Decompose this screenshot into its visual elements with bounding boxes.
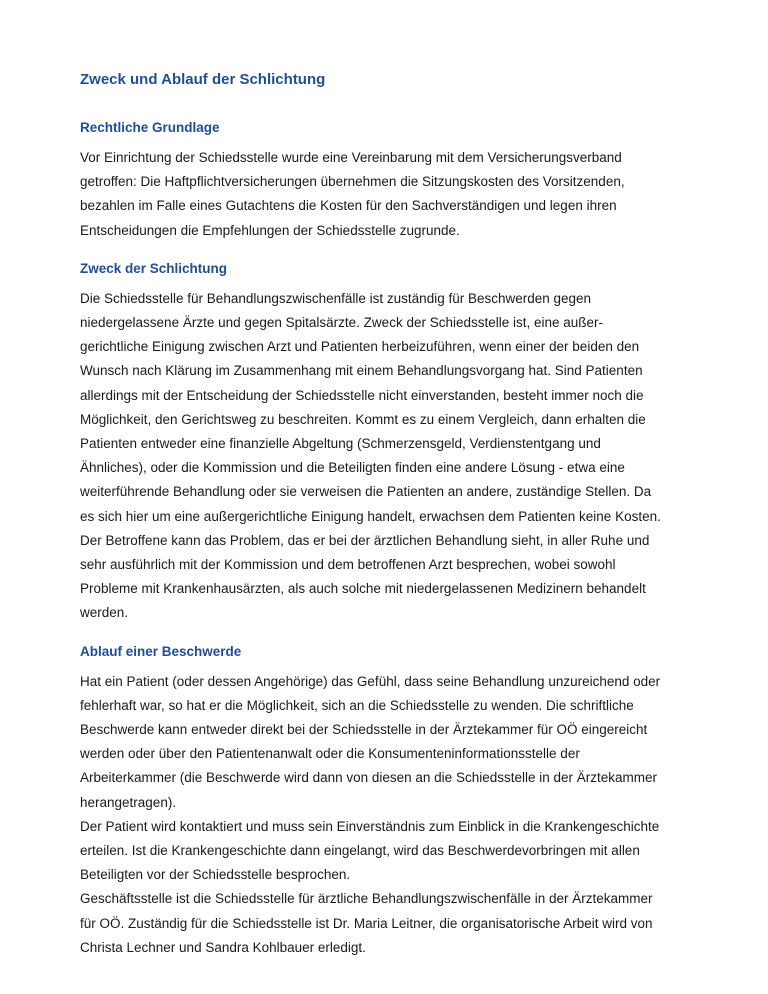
section-rechtliche-grundlage xyxy=(80,116,700,243)
text-line: Probleme mit Krankenhausärzten, als auch solche mit niedergelassenen Medizinern behandelt xyxy=(80,581,646,597)
section-heading: Rechtliche Grundlage xyxy=(80,120,220,135)
text-line: Geschäftsstelle ist die Schiedsstelle für ärztliche Behandlungszwischenfälle in der Ärztekammer xyxy=(80,891,653,907)
section-paragraph xyxy=(80,287,700,626)
text-line: getroffen: Die Haftpflichtversicherungen übernehmen die Sitzungskosten des Vorsitzenden, xyxy=(80,174,625,190)
text-line: für OÖ. Zuständig für die Schiedsstelle ist Dr. Maria Leitner, die organisatorische Arbeit wird von xyxy=(80,915,653,931)
section-heading: Zweck der Schlichtung xyxy=(80,260,228,276)
text-line: Patienten entweder eine finanzielle Abgeltung (Schmerzensgeld, Verdienstentgang und xyxy=(80,436,601,452)
text-line: Möglichkeit, den Gerichtsweg zu beschreiten. Kommt es zu einem Vergleich, dann erhalten die xyxy=(80,411,646,427)
text-line: Vor Einrichtung der Schiedsstelle wurde eine Vereinbarung mit dem Versicherungsverband xyxy=(80,150,622,165)
text-line: niedergelassene Ärzte und gegen Spitalsärzte. Zweck der Schiedsstelle ist, eine außer- xyxy=(80,315,604,331)
text-line: allerdings mit der Entscheidung der Schiedsstelle nicht einverstanden, besteht immer noch die xyxy=(80,387,644,403)
text-line: sehr ausführlich mit der Kommission und dem betroffenen Arzt besprechen, wobei sowohl xyxy=(80,557,616,573)
text-line: Arbeiterkammer (die Beschwerde wird dann von diesen an die Schiedsstelle in der Ärztekammer xyxy=(80,770,658,786)
section-ablauf-einer-beschwerde xyxy=(80,640,700,960)
text-line: werden oder über den Patientenanwalt oder die Konsumenteninformationsstelle der xyxy=(80,746,580,762)
text-line: Wunsch nach Klärung im Zusammenhang mit einem Behandlungsvorgang hat. Sind Patienten xyxy=(80,363,643,379)
text-line: weiterführende Behandlung oder sie verweisen die Patienten an andere, zuständige Stellen. Da xyxy=(80,484,652,500)
page-title: Zweck und Ablauf der Schlichtung xyxy=(80,71,326,88)
text-line: Der Betroffene kann das Problem, das er bei der ärztlichen Behandlung sieht, in aller Ruhe und xyxy=(80,532,650,548)
text-line: Der Patient wird kontaktiert und muss sein Einverständnis zum Einblick in die Krankengeschichte xyxy=(80,818,660,834)
text-line: werden. xyxy=(80,605,129,621)
section-paragraph xyxy=(80,146,700,243)
text-line: Ähnliches), oder die Kommission und die Beteiligten finden eine andere Lösung - etwa eine xyxy=(80,460,625,476)
text-line: fehlerhaft war, so hat er die Möglichkeit, sich an die Schiedsstelle zu wenden. Die schriftliche xyxy=(80,697,634,713)
text-line: Christa Lechner und Sandra Kohlbauer erledigt. xyxy=(80,939,366,955)
text-line: Die Schiedsstelle für Behandlungszwischenfälle ist zuständig für Beschwerden gegen xyxy=(80,290,592,306)
text-line: es sich hier um eine außergerichtliche Einigung handelt, erwachsen dem Patienten keine Kosten. xyxy=(80,508,661,524)
text-line: bezahlen im Falle eines Gutachtens die Kosten für den Sachverständigen und legen ihren xyxy=(80,198,617,214)
section-paragraph xyxy=(80,670,700,960)
text-line: Beschwerde kann entweder direkt bei der Schiedsstelle in der Ärztekammer für OÖ eingereicht xyxy=(80,722,648,738)
section-zweck-der-schlichtung xyxy=(80,257,700,626)
document-page xyxy=(80,68,700,974)
text-line: Entscheidungen die Empfehlungen der Schiedsstelle zugrunde. xyxy=(80,222,460,238)
text-line: Hat ein Patient (oder dessen Angehörige) das Gefühl, dass seine Behandlung unzureichend oder xyxy=(80,673,661,689)
text-line: erteilen. Ist die Krankengeschichte dann eingelangt, wird das Beschwerdevorbringen mit allen xyxy=(80,843,640,859)
text-line: gerichtliche Einigung zwischen Arzt und Patienten herbeizuführen, wenn einer der beiden den xyxy=(80,339,640,355)
text-line: herangetragen). xyxy=(80,794,177,810)
text-line: Beteiligten vor der Schiedsstelle besprochen. xyxy=(80,867,351,883)
section-heading: Ablauf einer Beschwerde xyxy=(80,643,242,659)
